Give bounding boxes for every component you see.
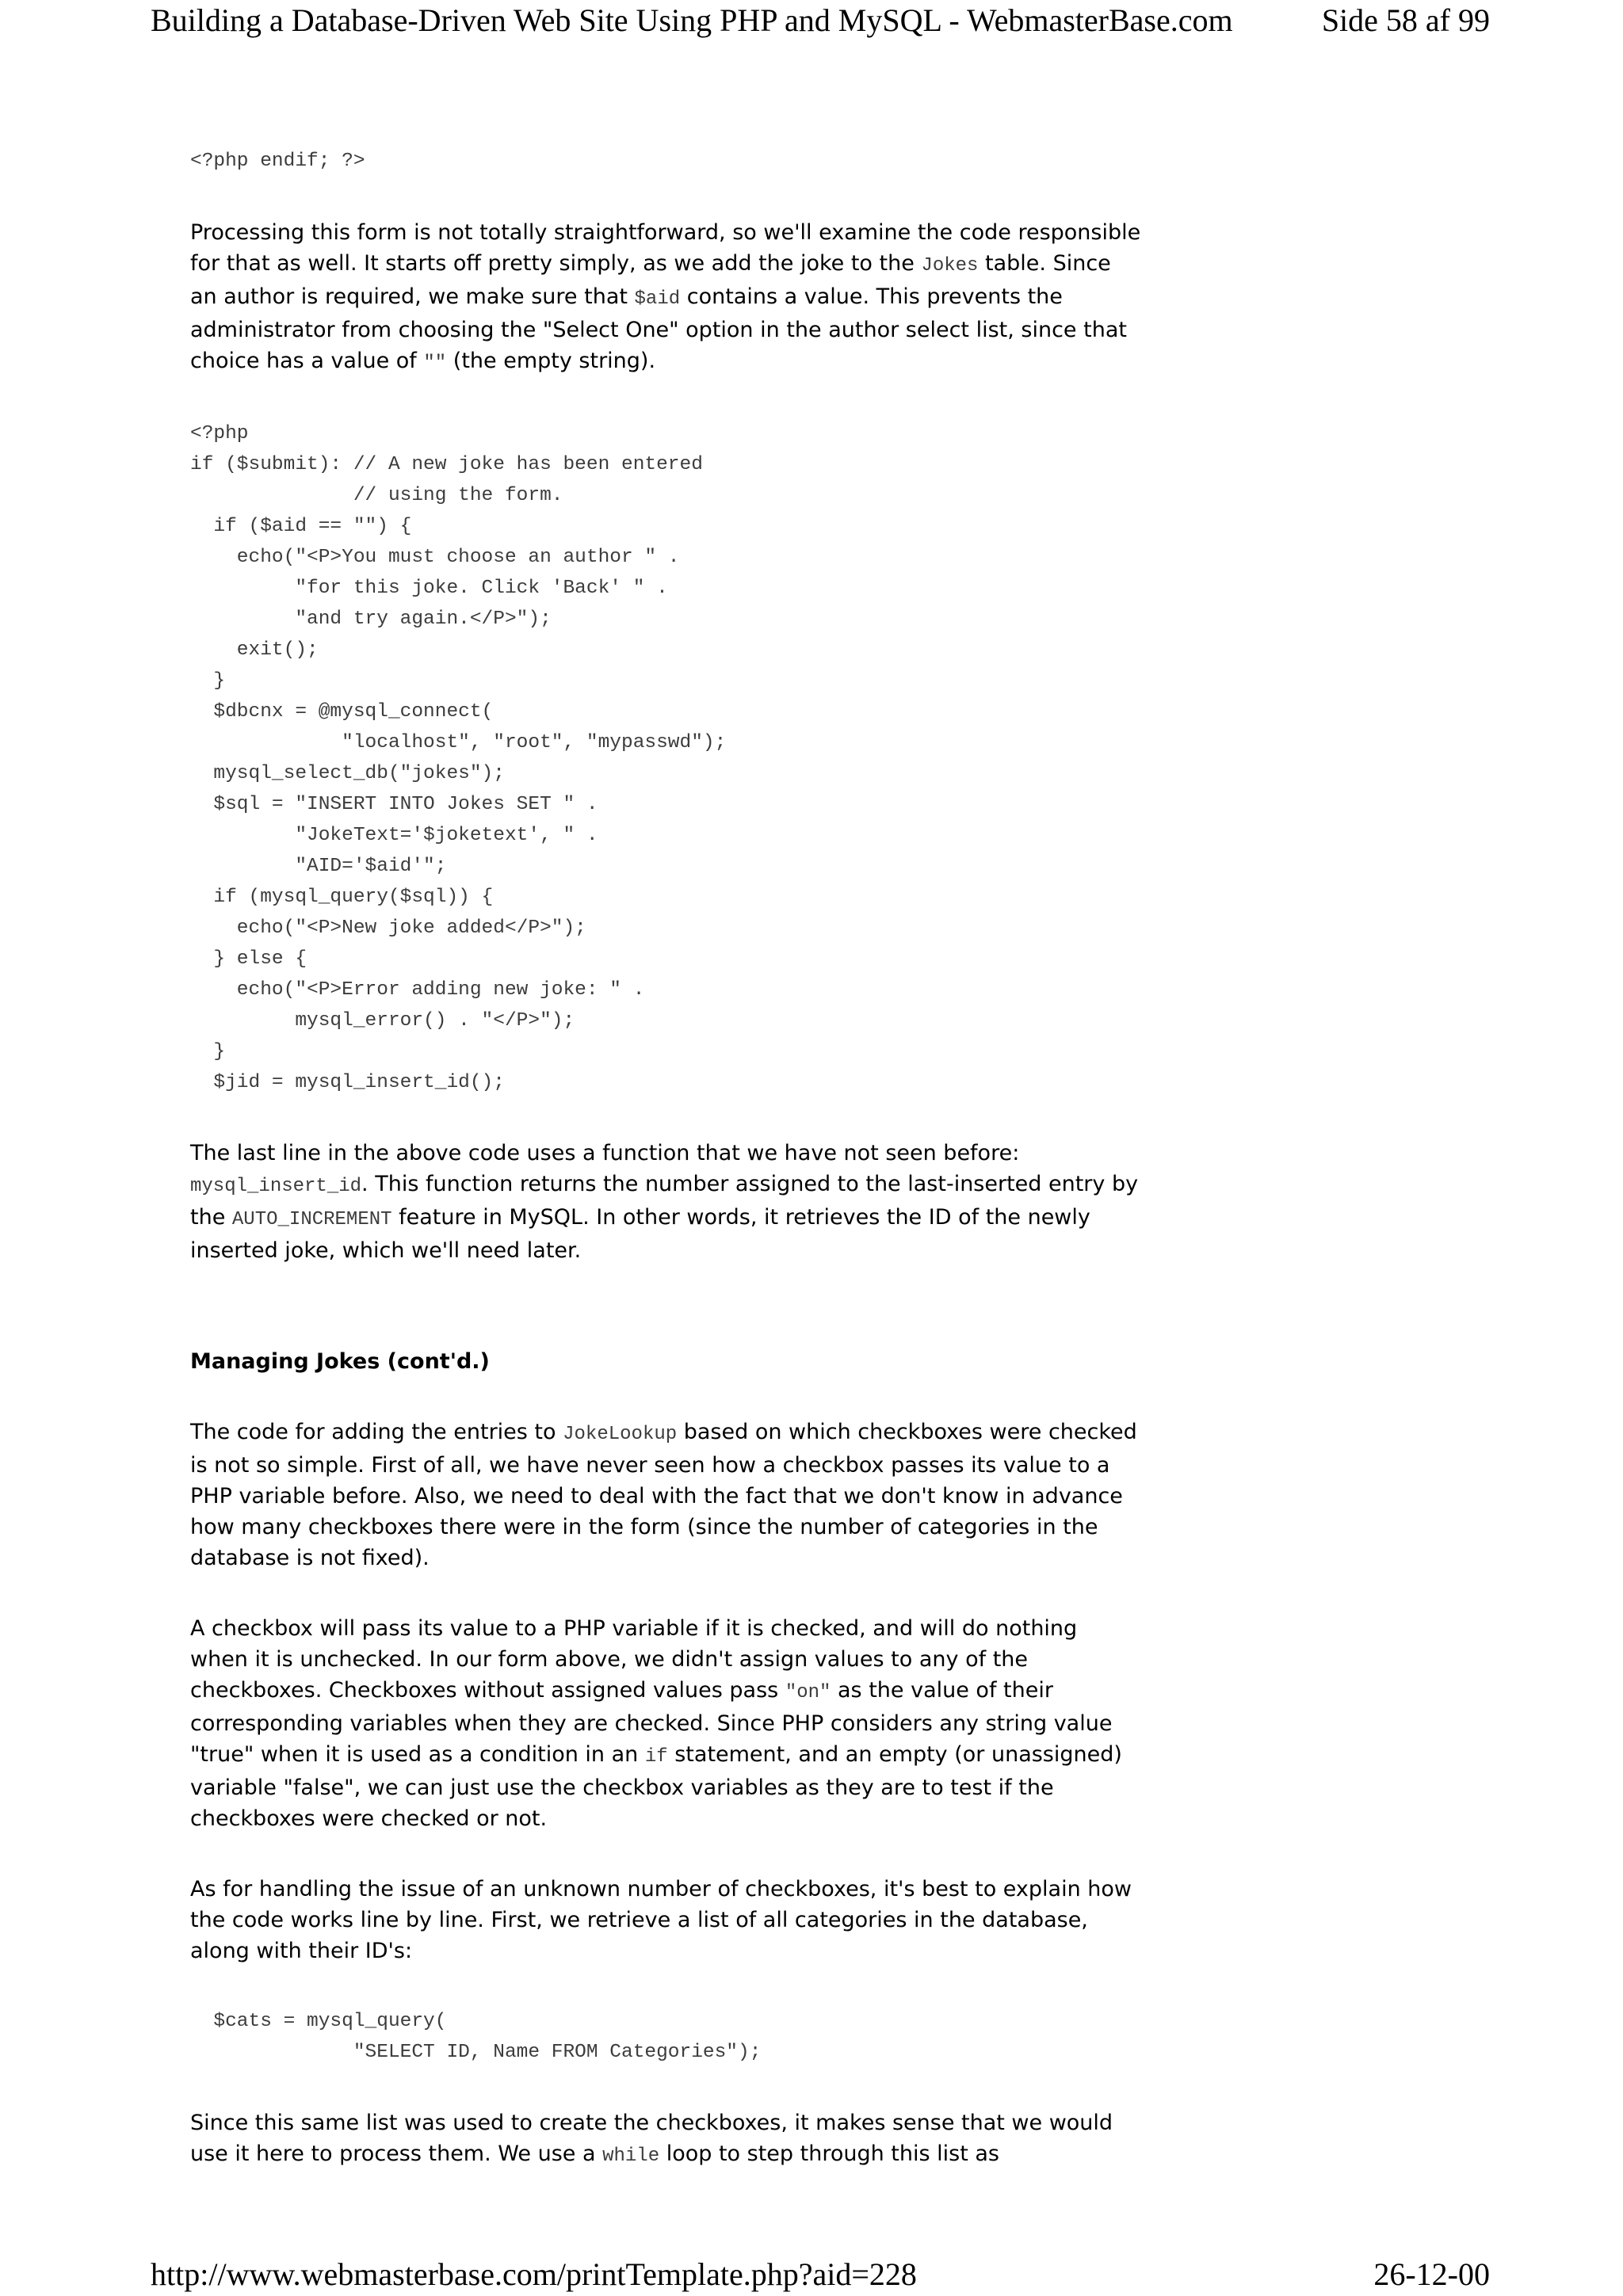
text-run: contains a value. This prevents the administrator from choosing the "Select One" option in the author select list, since that choice has a value of [190,284,1127,373]
code-block-endif: <?php endif; ?> [190,151,365,172]
text-run: (the empty string). [446,349,656,373]
text-run: feature in MySQL. In other words, it retrieves the ID of the newly inserted joke, which we'll need later. [190,1205,1090,1263]
inline-code: if [644,1746,668,1768]
section-heading: Managing Jokes (cont'd.) [190,1349,490,1374]
inline-code: "" [423,353,447,374]
inline-code: Jokes [921,255,979,277]
inline-code: mysql_insert_id [190,1176,362,1197]
text-run: Since this same list was used to create the checkboxes, it makes sense that we would use it here to process them. We use a [190,2111,1113,2166]
text-run: table. Since an author is required, we make sure that [190,251,1111,309]
text-run: . This function returns the number assigned to the last-inserted entry by the [190,1172,1139,1230]
inline-code: "on" [785,1682,831,1703]
text-run: as the value of their corresponding variables when they are checked. Since PHP considers any string value "true" when it is used as a condition in an [190,1678,1113,1767]
paragraph-jokelookup [190,1417,1141,1573]
paragraph-insert-id [190,1138,1141,1266]
article-body [190,146,1141,2172]
code-block-categories: $cats = mysql_query( "SELECT ID, Name FROM Categories"); [213,2011,762,2063]
text-run: The code for adding the entries to [190,1420,563,1444]
inline-code: while [602,2145,660,2167]
paragraph-checkbox-values [190,1613,1141,1834]
text-run: As for handling the issue of an unknown number of checkboxes, it's best to explain how the code works line by line. First, we retrieve a list of all categories in the database, along with their ID's: [190,1877,1132,1963]
page-number: Side 58 af 99 [1321,2,1490,38]
page-header [151,0,1490,41]
paragraph-unknown-checkboxes [190,1874,1141,1966]
code-block-insert-joke: <?php if ($submit): // A new joke has been entered // using the form. if ($aid == "") { echo("<P>You must choose an author " . "for this joke. Click 'Back' " . "and try again.</P>"); exit(); } $dbcnx = @mysql_connect( "localhost", "root", "mypasswd"); mysql_select_db("jokes"); $sql = "INSERT INTO Jokes SET " . "JokeText='$joketext', " . "AID='$aid'"; if (mysql_query($sql)) { echo("<P>New joke added</P>"); } else { echo("<P>Error adding new joke: " . mysql_error() . "</P>"); } $jid = mysql_insert_id(); [190,423,727,1093]
inline-code: $aid [634,288,681,310]
text-run: based on which checkboxes were checked is not so simple. First of all, we have never seen how a checkbox passes its value to a PHP variable before. Also, we need to deal with the fact that we don't know in advance how many checkboxes there were in the form (since the number of categories in the database is not fixed). [190,1420,1137,1570]
inline-code: JokeLookup [563,1424,678,1445]
print-date: 26-12-00 [1373,2256,1490,2292]
page-footer [151,2254,1490,2295]
source-url: http://www.webmasterbase.com/printTemplate.php?aid=228 [151,2256,917,2292]
text-run: statement, and an empty (or unassigned) variable "false", we can just use the checkbox variables as they are to test if the checkboxes were checked or not. [190,1742,1122,1831]
text-run: The last line in the above code uses a function that we have not seen before: [190,1141,1020,1165]
inline-code: AUTO_INCREMENT [231,1209,392,1230]
document-title: Building a Database-Driven Web Site Using PHP and MySQL - WebmasterBase.com [151,2,1233,38]
text-run: Processing this form is not totally straightforward, so we'll examine the code responsible for that as well. It starts off pretty simply, as we add the joke to the [190,220,1141,276]
text-run: A checkbox will pass its value to a PHP variable if it is checked, and will do nothing when it is unchecked. In our form above, we didn't assign values to any of the checkboxes. Checkboxes without assigned values pass [190,1616,1078,1703]
paragraph-form-processing [190,217,1141,379]
text-run: loop to step through this list as [659,2142,999,2166]
paragraph-while-loop [190,2107,1141,2172]
